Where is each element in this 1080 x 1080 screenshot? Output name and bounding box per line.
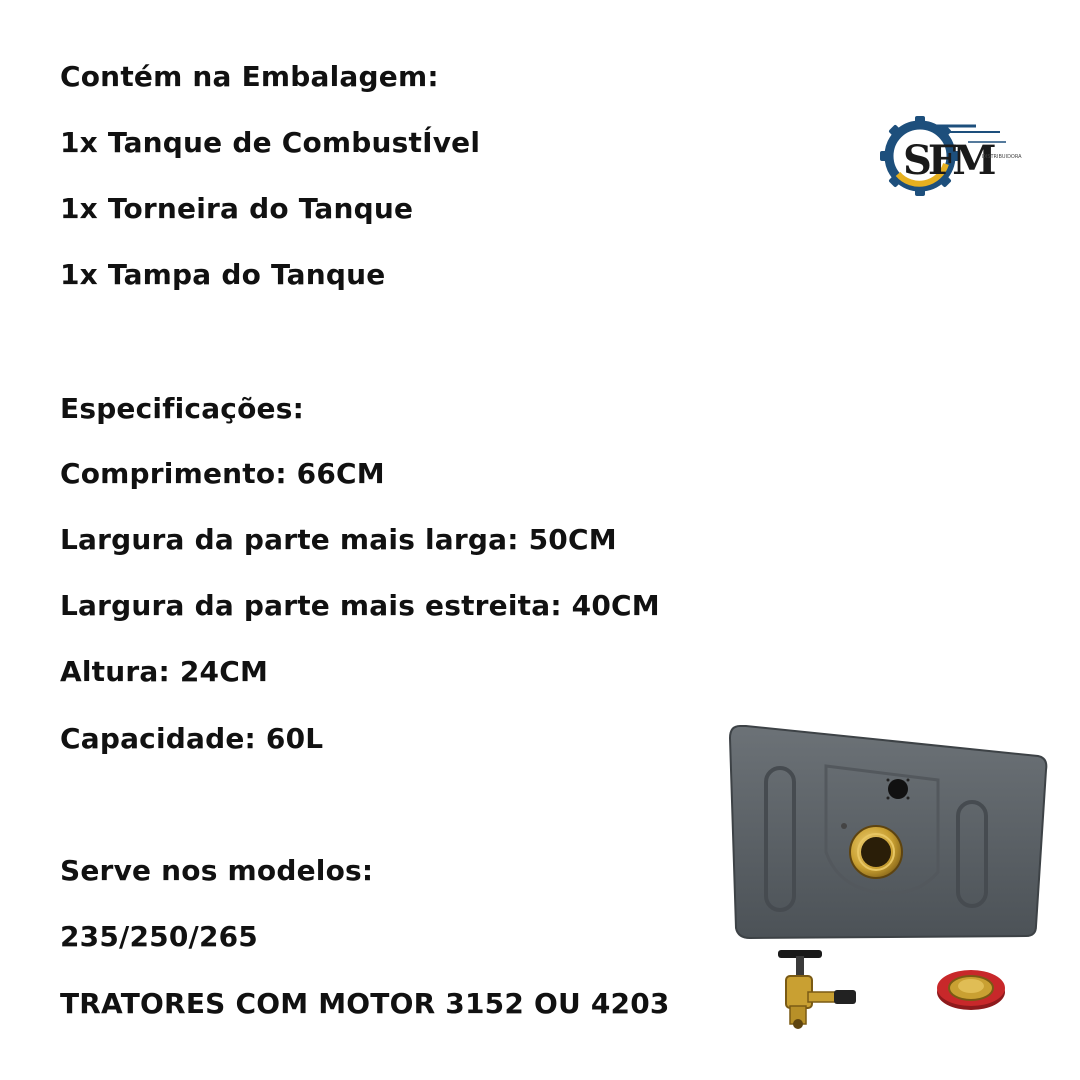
spec-capacity: Capacidade: 60L: [60, 722, 324, 755]
logo-text: SFM: [903, 137, 993, 184]
spec-widest-width: Largura da parte mais larga: 50CM: [60, 523, 617, 556]
spec-narrowest-width: Largura da parte mais estreita: 40CM: [60, 589, 660, 622]
gear-logo-icon: [876, 112, 1026, 202]
package-item-tank-valve: 1x Torneira do Tanque: [60, 192, 414, 225]
compatible-models: 235/250/265: [60, 920, 258, 953]
tank-cap-image: [934, 962, 1008, 1014]
package-item-fuel-tank: 1x Tanque de CombustÍvel: [60, 126, 481, 159]
compatibility-heading: Serve nos modelos:: [60, 854, 374, 887]
package-contents-heading: Contém na Embalagem:: [60, 60, 439, 93]
compatible-engines: TRATORES COM MOTOR 3152 OU 4203: [60, 987, 670, 1020]
logo-subtext: DISTRIBUIDORA: [982, 154, 1022, 160]
tank-valve-image: [770, 946, 860, 1030]
specifications-heading: Especificações:: [60, 392, 304, 425]
fuel-tank-image: [726, 722, 1050, 946]
sfm-logo: [876, 112, 1026, 202]
spec-length: Comprimento: 66CM: [60, 457, 385, 490]
spec-height: Altura: 24CM: [60, 655, 269, 688]
package-item-tank-cap: 1x Tampa do Tanque: [60, 258, 386, 291]
